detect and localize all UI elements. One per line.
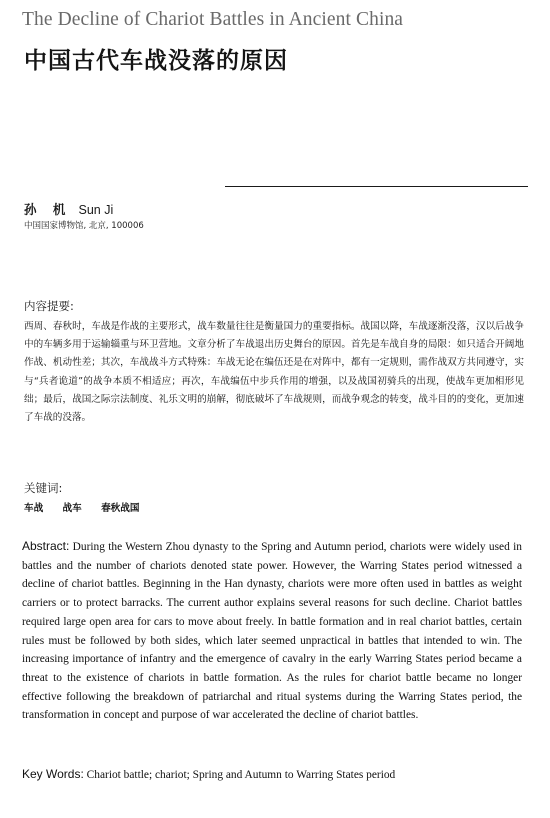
abstract-text: During the Western Zhou dynasty to the Spring and Autumn period, chariots were widely used in battles and the number of chariots denoted state power. However, the Warring States period witnessed a decline of chariot battles. Beginning in the Han dynasty, chariots were more often used in battles as weight carriers or to protect barracks. The current author explains several reasons for such decline. Chariot battles required large open area for cars to move about freely. In battle formation and in real chariot battles, certain rules must be followed by both sides, which later seemed unpractical in battles that intended to win. The increasing importance of infantry and the emergence of cavalry in the early Warring States period became a threat to the existence of chariots in battle formation. As the rules for chariot battle became no longer effective following the breakdown of patriarchal and ritual systems during the Warring States period, the transformation in concept and purpose of war accelerated the decline of chariot battles. xyxy=(22,541,522,722)
title-divider xyxy=(225,186,528,187)
author-line xyxy=(24,200,113,218)
keyword-zh-item: 战车 xyxy=(62,503,82,514)
keywords-en-label: Key Words: xyxy=(22,767,84,781)
author-name-en: Sun Ji xyxy=(78,203,114,217)
keywords-en-line xyxy=(22,767,532,781)
author-affiliation: 中国国家博物馆, 北京, 100006 xyxy=(24,221,144,231)
keywords-en-text: Chariot battle; chariot; Spring and Autumn to Warring States period xyxy=(86,769,396,781)
keywords-zh-heading: 关键词: xyxy=(24,481,63,495)
author-name-zh: 孙 机 xyxy=(24,202,72,217)
abstract-label: Abstract: xyxy=(22,539,70,553)
keyword-zh-item: 春秋战国 xyxy=(101,503,140,514)
summary-heading: 内容提要: xyxy=(24,299,74,313)
chinese-title: 中国古代车战没落的原因 xyxy=(24,48,288,74)
abstract-paragraph xyxy=(22,537,522,725)
keywords-zh-list xyxy=(24,500,155,514)
keyword-zh-item: 车战 xyxy=(24,503,44,514)
english-title: The Decline of Chariot Battles in Ancient China xyxy=(22,9,404,30)
summary-text: 西周、春秋时，车战是作战的主要形式，战车数量往往是衡量国力的重要指标。战国以降，车战逐渐没落，汉以后战争中的车辆多用于运输辎重与环卫营地。文章分析了车战退出历史舞台的原因。首先是车战自身的局限：如只适合开阔地作战、机动性差；其次，车战战斗方式特殊：车战无论在编伍还是在对阵中，都有一定规则，需作战双方共同遵守，实与“兵者诡道”的战争本质不相适应；再次，车战编伍中步兵作用的增强，以及战国初骑兵的出现，使战车更加相形见绌；最后，战国之际宗法制度、礼乐文明的崩解，彻底破坏了车战规则，而战争观念的转变，战斗目的的变化，更加速了车战的没落。 xyxy=(24,321,524,424)
